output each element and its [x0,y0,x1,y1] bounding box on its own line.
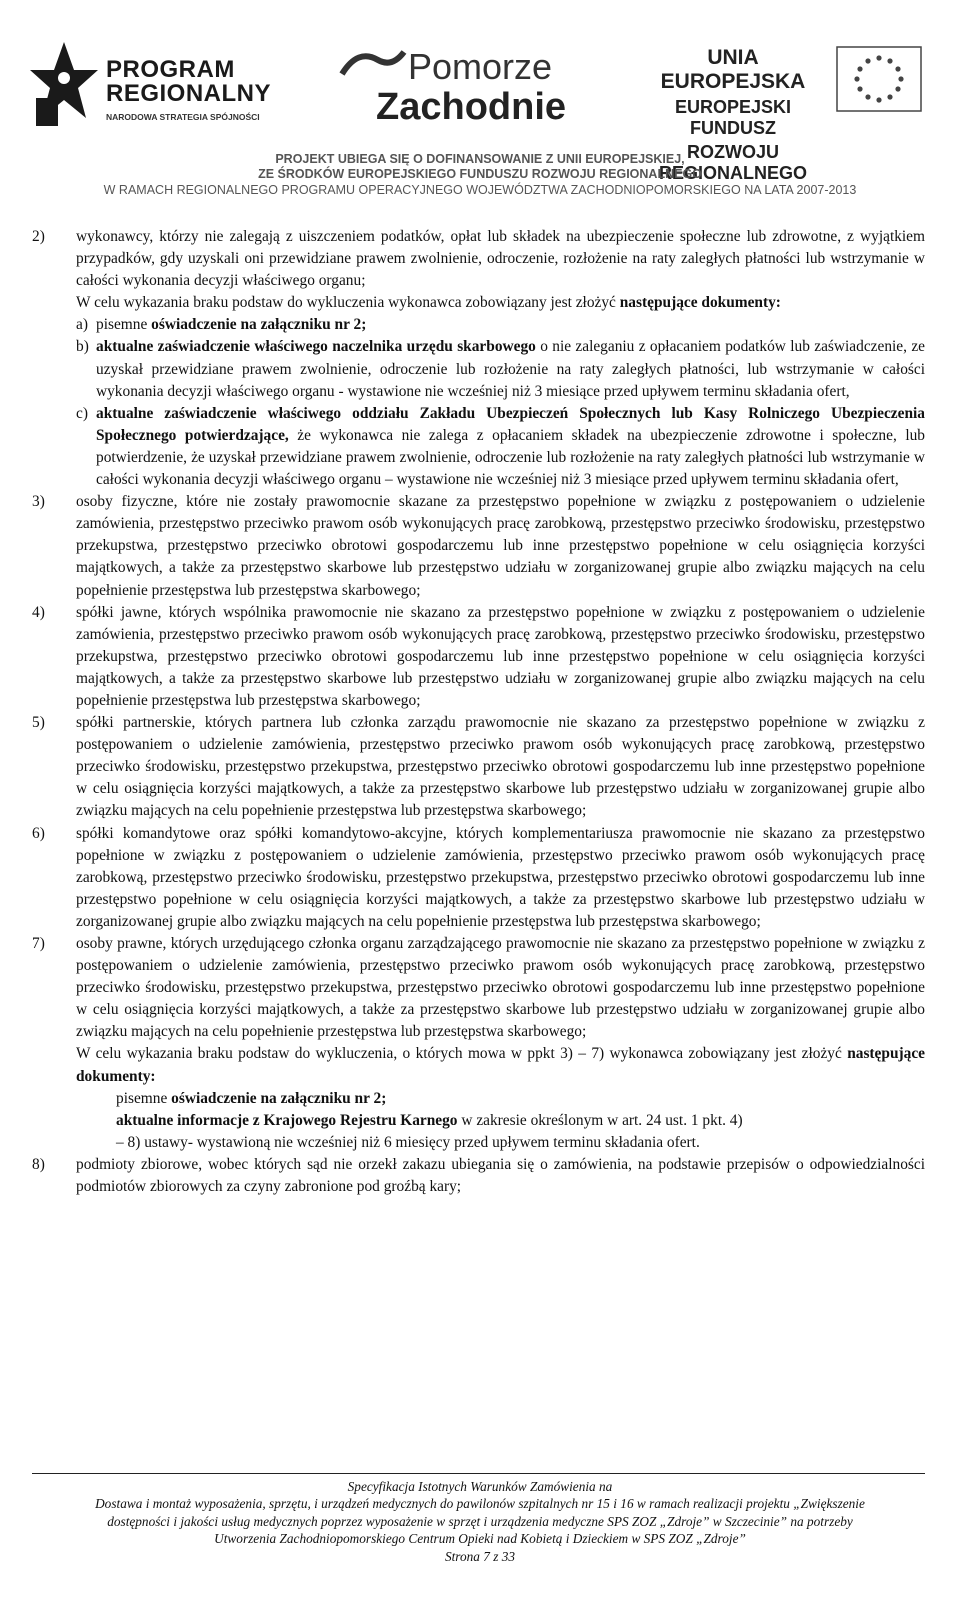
pomorze-wave-icon [338,44,408,88]
sub-item-b [76,336,925,402]
list-item-text: spółki jawne, których wspólnika prawomocnie nie skazano za przestępstwo popełnione w związku z postępowaniem o udzielenie zamówienia, przestępstwo przeciwko prawom osób wykonujących pracę zarobkową, przestępstwo przeciwko środowisku, przestępstwo przekupstwa, przestępstwo przeciwko obrotowi gospodarczemu lub inne przestępstwo popełnione w celu osiągnięcia korzyści majątkowych, a także za przestępstwo skarbowe lub przestępstwo udziału w zorganizowanej grupie albo związku mających na celu popełnienie przestępstwa lub przestępstwa skarbowego; [76,603,925,709]
sub-letter: a) [76,316,88,334]
list-item-8 [32,1154,925,1198]
footer-divider [32,1473,925,1474]
requirement-text: w zakresie określonym w art. 24 ust. 1 pkt. 4) [457,1111,743,1129]
requirements-text: W celu wykazania braku podstaw do wykluczenia, o których mowa w ppkt 3) – 7) wykonawca zobowiązany jest złożyć [76,1045,848,1063]
eu-logo [638,46,928,183]
list-item-6 [32,823,925,933]
logo-zachodnie-text: Zachodnie [376,86,567,128]
requirement-bold: aktualne informacje z Krajowego Rejestru Karnego [116,1111,458,1129]
page-number: Strona 7 z 33 [444,1548,516,1564]
list-number: 2) [32,228,45,245]
footer-line-2: Dostawa i montaż wyposażenia, sprzętu, i urządzeń medycznych do pawilonów szpitalnych nr 15 i 16 w ramach realizacji projektu „Zwiększenie [95,1496,865,1512]
list-item-text: spółki partnerskie, których partnera lub członka zarządu prawomocnie nie skazano za przestępstwo popełnione w związku z postępowaniem o udzielenie zamówienia, przestępstwo przeciwko prawom osób wykonujących pracę zarobkową, przestępstwo przeciwko środowisku, przestępstwo przekupstwa, przestępstwo przeciwko obrotowi gospodarczemu lub inne przestępstwo popełnione w celu osiągnięcia korzyści majątkowych, a także za przestępstwo skarbowe lub przestępstwo udziału w zorganizowanej grupie albo związku mających na celu popełnienie przestępstwa lub przestępstwa skarbowego; [76,714,925,820]
list-item-text: podmioty zbiorowe, wobec których sąd nie orzekł zakazu ubiegania się o zamówienia, na podstawie przepisów o odpowiedzialności podmiotów zbiorowych za czyny zabronione pod groźbą kary; [76,1155,925,1196]
list-number: 8) [32,1155,45,1173]
sub-bold: aktualne zaświadczenie właściwego naczelnika urzędu skarbowego [96,338,536,356]
list-item-text: wykonawcy, którzy nie zalegają z uiszczeniem podatków, opłat lub składek na ubezpieczenie społeczne lub zdrowotne, z wyjątkiem przypadków, gdy uzyskali oni przewidziane prawem zwolnienie, odroczenie, rozłożenie na raty zaległych płatności lub wstrzymanie w całości wykonania decyzji właściwego organu; [76,228,925,290]
pomorze-zachodnie-logo [338,40,568,130]
sub-text: pisemne [96,316,152,334]
logo-nss-text: NARODOWA STRATEGIA SPÓJNOŚCI [106,112,260,122]
logo-efrr-text: EUROPEJSKI FUNDUSZ [674,97,792,138]
footer-line-4: Utworzenia Zachodniopomorskiego Centrum Opieki nad Kobietą i Dzieckiem w SPS ZOZ „Zdroje” [214,1531,746,1547]
list-item-text: osoby fizyczne, które nie zostały prawomocnie skazane za przestępstwo popełnione w związku z postępowaniem o udzielenie zamówienia, przestępstwo przeciwko prawom osób wykonujących pracę zarobkową, przestępstwo przeciwko środowisku, przestępstwo przekupstwa, przestępstwo przeciwko obrotowi gospodarczemu lub inne przestępstwo popełnione w celu osiągnięcia korzyści majątkowych, a także za przestępstwo skarbowe lub przestępstwo udziału w zorganizowanej grupie albo związku mających na celu popełnienie przestępstwa lub przestępstwa skarbowego; [76,493,925,599]
requirements-paragraph [32,292,925,314]
list-item-text: osoby prawne, których urzędującego członka organu zarządzającego prawomocnie nie skazano za przestępstwo popełnione w związku z postępowaniem o udzielenie zamówienia, przestępstwo przeciwko prawom osób wykonujących pracę zarobkową, przestępstwo przeciwko środowisku, przestępstwo przekupstwa, przestępstwo przeciwko obrotowi gospodarczemu lub inne przestępstwo popełnione w celu osiągnięcia korzyści majątkowych, a także za przestępstwo skarbowe lub przestępstwo udziału w zorganizowanej grupie albo związku mających na celu popełnienie przestępstwa lub przestępstwa skarbowego; [76,935,925,1041]
logo-program-text: PROGRAM [106,56,235,83]
sub-letter: c) [76,404,88,422]
list-number: 3) [32,493,45,511]
list-number: 5) [32,714,45,732]
list-item-7 [32,933,925,1043]
list-item-3 [32,491,925,601]
logo-rozwoju-text: ROZWOJU REGIONALNEGO [658,142,807,183]
requirement-bold: oświadczenie na załączniku nr 2; [171,1089,387,1107]
page-footer [20,1478,940,1565]
sub-text: że wykonawca nie zalega z opłacaniem składek na ubezpieczenie zdrowotne i społeczne, lub potwierdzenie, że uzyskał przewidziane prawem zwolnienie, odroczenie lub rozłożenie na raty zaległych płatności lub wstrzymanie w całości wykonania decyzji właściwego organu – wystawione nie wcześniej niż 3 miesiące przed upływem terminu składania ofert, [96,426,925,489]
logo-regionalny-text: REGIONALNY [106,80,272,107]
requirements-text: W celu wykazania braku podstaw do wykluczenia wykonawca zobowiązany jest złożyć [76,294,620,312]
eu-flag-icon [836,46,922,112]
document-requirement-2 [32,1110,925,1132]
project-funding-note [0,152,960,198]
requirements-bold: następujące dokumenty: [619,294,781,312]
logo-ue-text: UNIA EUROPEJSKA [660,46,806,93]
logo-pomorze-text: Pomorze [408,46,553,87]
list-number: 7) [32,935,45,952]
document-body [32,226,925,1198]
project-line-1: PROJEKT UBIEGA SIĘ O DOFINANSOWANIE Z UNII EUROPEJSKIEJ, [275,152,685,166]
sub-bold: oświadczenie na załączniku nr 2; [151,316,367,334]
requirements-bold: następujące dokumenty: [76,1045,925,1085]
requirements-paragraph [32,1043,925,1087]
program-regionalny-logo [28,38,272,128]
sub-text: o nie zaleganiu z opłacaniem podatków lub zaświadczenie, ze uzyskał przewidziane prawem zwolnienie, odroczenie lub rozłożenie na raty zaległych płatności, lub wstrzymanie w całości wykonania decyzji właściwego organu - wystawione nie wcześniej niż 3 miesiące przed upływem terminu składania ofert, [96,338,925,400]
footer-line-1: Specyfikacja Istotnych Warunków Zamówienia na [347,1479,613,1494]
list-number: 4) [32,603,45,621]
requirement-text: – 8) ustawy- wystawioną nie wcześniej niż 6 miesięcy przed upływem terminu składania ofert. [116,1133,700,1151]
sub-list [32,314,925,491]
sub-bold: aktualne zaświadczenie właściwego oddziału Zakładu Ubezpieczeń Społecznych lub Kasy Rolniczego Ubezpieczenia Społecznego potwierdzające, [96,404,925,444]
requirement-text: pisemne [116,1089,172,1107]
sub-letter: b) [76,338,89,356]
page-header [0,0,960,210]
list-item-4 [32,602,925,712]
list-item-2 [32,226,925,292]
footer-line-3: dostępności i jakości usług medycznych poprzez wyposażenie w sprzęt i urządzenia medyczne SPS ZOZ „Zdroje” w Szczecinie” na potrzeby [107,1513,853,1529]
document-requirement-1 [32,1088,925,1110]
list-number: 6) [32,824,45,842]
program-regionalny-star-icon [28,38,100,128]
project-line-3: W RAMACH REGIONALNEGO PROGRAMU OPERACYJNEGO WOJEWÓDZTWA ZACHODNIOPOMORSKIEGO NA LATA 2007-2013 [103,183,857,197]
document-requirement-2-cont [32,1132,925,1154]
sub-item-c [76,403,925,491]
list-item-5 [32,712,925,822]
list-item-text: spółki komandytowe oraz spółki komandytowo-akcyjne, których komplementariusza prawomocnie nie skazano za przestępstwo popełnione w związku z postępowaniem o udzielenie zamówienia, przestępstwo przeciwko prawom osób wykonujących pracę zarobkową, przestępstwo przeciwko środowisku, przestępstwo przekupstwa, przestępstwo przeciwko obrotowi gospodarczemu lub inne przestępstwo popełnione w celu osiągnięcia korzyści majątkowych, a także za przestępstwo skarbowe lub przestępstwo udziału w zorganizowanej grupie albo związku mających na celu popełnienie przestępstwa lub przestępstwa skarbowego; [76,824,925,930]
project-line-2: ZE ŚRODKÓW EUROPEJSKIEGO FUNDUSZU ROZWOJU REGIONALNEGO [258,167,702,181]
sub-item-a [76,314,925,336]
